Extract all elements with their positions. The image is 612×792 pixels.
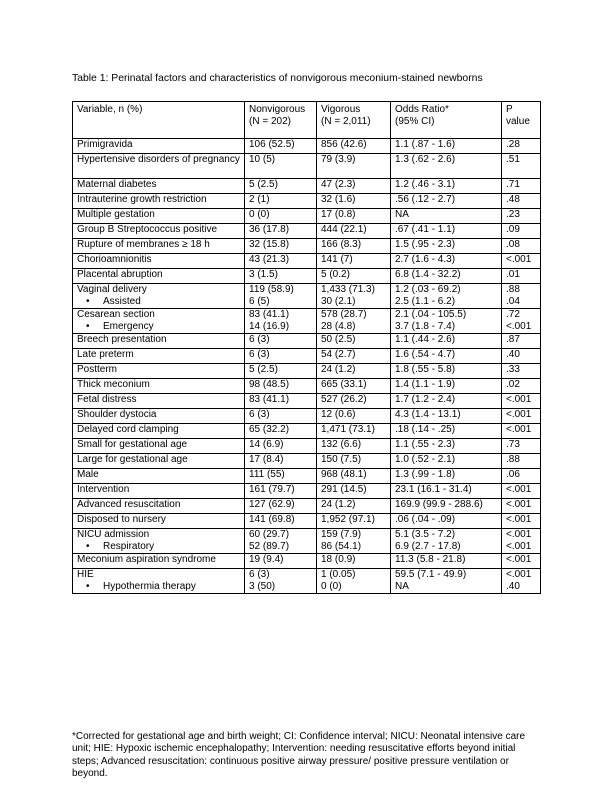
cell-variable: Vaginal delivery • Assisted [73, 284, 245, 309]
cell-nonvigorous: 2 (1) [245, 194, 317, 209]
cell-vigorous: 968 (48.1) [317, 469, 391, 484]
cell-nonvigorous: 106 (52.5) [245, 139, 317, 154]
table-row [73, 529, 541, 554]
cell-p: .23 [502, 209, 541, 224]
cell-odds-ratio: 4.3 (1.4 - 13.1) [391, 409, 502, 424]
cell-odds-ratio: .56 (.12 - 2.7) [391, 194, 502, 209]
table-row [73, 194, 541, 209]
table-row [73, 364, 541, 379]
cell-vigorous: 32 (1.6) [317, 194, 391, 209]
cell-nonvigorous: 161 (79.7) [245, 484, 317, 499]
cell-p: <.001 [502, 554, 541, 569]
cell-vigorous: 159 (7.9) 86 (54.1) [317, 529, 391, 554]
cell-nonvigorous: 6 (3) 3 (50) [245, 569, 317, 594]
cell-vigorous: 141 (7) [317, 254, 391, 269]
cell-nonvigorous: 111 (55) [245, 469, 317, 484]
cell-p: <.001 [502, 409, 541, 424]
cell-odds-ratio: 1.1 (.87 - 1.6) [391, 139, 502, 154]
table-row [73, 254, 541, 269]
cell-p: <.001 <.001 [502, 529, 541, 554]
bullet-icon: • [86, 541, 90, 552]
table-row [73, 349, 541, 364]
cell-variable: Breech presentation [73, 334, 245, 349]
table-row [73, 139, 541, 154]
cell-variable: Intrauterine growth restriction [73, 194, 245, 209]
cell-nonvigorous: 119 (58.9) 6 (5) [245, 284, 317, 309]
cell-nonvigorous: 83 (41.1) 14 (16.9) [245, 309, 317, 334]
bullet-icon: • [86, 581, 90, 592]
cell-nonvigorous: 83 (41.1) [245, 394, 317, 409]
cell-vigorous: 1,471 (73.1) [317, 424, 391, 439]
cell-vigorous: 54 (2.7) [317, 349, 391, 364]
cell-odds-ratio: 1.2 (.03 - 69.2) 2.5 (1.1 - 6.2) [391, 284, 502, 309]
cell-vigorous: 24 (1.2) [317, 364, 391, 379]
table-row [73, 514, 541, 529]
cell-nonvigorous: 65 (32.2) [245, 424, 317, 439]
sub-variable-label: Assisted [103, 296, 141, 307]
cell-odds-ratio: 2.1 (.04 - 105.5) 3.7 (1.8 - 7.4) [391, 309, 502, 334]
cell-nonvigorous: 141 (69.8) [245, 514, 317, 529]
cell-odds-ratio: 1.2 (.46 - 3.1) [391, 179, 502, 194]
cell-variable: Primigravida [73, 139, 245, 154]
cell-variable: Fetal distress [73, 394, 245, 409]
cell-vigorous: 444 (22.1) [317, 224, 391, 239]
cell-variable: Delayed cord clamping [73, 424, 245, 439]
cell-nonvigorous: 32 (15.8) [245, 239, 317, 254]
cell-variable: Male [73, 469, 245, 484]
cell-p: .87 [502, 334, 541, 349]
cell-vigorous: 1,433 (71.3) 30 (2.1) [317, 284, 391, 309]
cell-variable: Chorioamnionitis [73, 254, 245, 269]
table-row [73, 269, 541, 284]
table-body [73, 102, 541, 594]
cell-p: .51 [502, 154, 541, 179]
table-row [73, 484, 541, 499]
cell-odds-ratio: 23.1 (16.1 - 31.4) [391, 484, 502, 499]
cell-p: <.001 [502, 394, 541, 409]
cell-odds-ratio: 1.1 (.44 - 2.6) [391, 334, 502, 349]
cell-variable: Cesarean section • Emergency [73, 309, 245, 334]
cell-p: <.001 [502, 484, 541, 499]
cell-nonvigorous: 43 (21.3) [245, 254, 317, 269]
cell-variable: HIE • Hypothermia therapy [73, 569, 245, 594]
cell-vigorous: 856 (42.6) [317, 139, 391, 154]
cell-variable: Large for gestational age [73, 454, 245, 469]
table-row [73, 334, 541, 349]
cell-vigorous: 47 (2.3) [317, 179, 391, 194]
cell-vigorous: 665 (33.1) [317, 379, 391, 394]
cell-nonvigorous: 60 (29.7) 52 (89.7) [245, 529, 317, 554]
bullet-icon: • [86, 296, 90, 307]
cell-odds-ratio: 1.3 (.99 - 1.8) [391, 469, 502, 484]
cell-vigorous: 578 (28.7) 28 (4.8) [317, 309, 391, 334]
cell-vigorous: 18 (0.9) [317, 554, 391, 569]
cell-variable: Disposed to nursery [73, 514, 245, 529]
table-row [73, 424, 541, 439]
cell-variable: NICU admission • Respiratory [73, 529, 245, 554]
table-row [73, 239, 541, 254]
sub-variable-label: Emergency [103, 321, 154, 332]
cell-vigorous: 12 (0.6) [317, 409, 391, 424]
table-row [73, 439, 541, 454]
cell-variable: Postterm [73, 364, 245, 379]
cell-vigorous: 17 (0.8) [317, 209, 391, 224]
header-odds-ratio: Odds Ratio* (95% CI) [391, 102, 502, 139]
cell-p: .48 [502, 194, 541, 209]
cell-nonvigorous: 6 (3) [245, 334, 317, 349]
cell-variable: Rupture of membranes ≥ 18 h [73, 239, 245, 254]
cell-odds-ratio: 1.7 (1.2 - 2.4) [391, 394, 502, 409]
cell-nonvigorous: 5 (2.5) [245, 179, 317, 194]
table-row [73, 454, 541, 469]
cell-variable: Small for gestational age [73, 439, 245, 454]
cell-variable: Maternal diabetes [73, 179, 245, 194]
cell-odds-ratio: .18 (.14 - .25) [391, 424, 502, 439]
cell-p: .33 [502, 364, 541, 379]
cell-p: .40 [502, 349, 541, 364]
cell-p: .02 [502, 379, 541, 394]
cell-variable: Placental abruption [73, 269, 245, 284]
table-row [73, 409, 541, 424]
table-row [73, 224, 541, 239]
cell-vigorous: 166 (8.3) [317, 239, 391, 254]
cell-variable: Intervention [73, 484, 245, 499]
cell-p: <.001 .40 [502, 569, 541, 594]
cell-p: .01 [502, 269, 541, 284]
cell-odds-ratio: NA [391, 209, 502, 224]
cell-odds-ratio: 11.3 (5.8 - 21.8) [391, 554, 502, 569]
cell-p: .73 [502, 439, 541, 454]
cell-nonvigorous: 6 (3) [245, 349, 317, 364]
cell-odds-ratio: 1.5 (.95 - 2.3) [391, 239, 502, 254]
cell-vigorous: 1,952 (97.1) [317, 514, 391, 529]
table-title: Table 1: Perinatal factors and characteristics of nonvigorous meconium-stained newborns [72, 73, 483, 84]
cell-odds-ratio: 169.9 (99.9 - 288.6) [391, 499, 502, 514]
cell-vigorous: 291 (14.5) [317, 484, 391, 499]
table-row [73, 569, 541, 594]
header-p-value: P value [502, 102, 541, 139]
cell-p: <.001 [502, 499, 541, 514]
cell-nonvigorous: 19 (9.4) [245, 554, 317, 569]
header-nonvigorous: Nonvigorous (N = 202) [245, 102, 317, 139]
table-row [73, 499, 541, 514]
cell-vigorous: 527 (26.2) [317, 394, 391, 409]
cell-odds-ratio: 59.5 (7.1 - 49.9) NA [391, 569, 502, 594]
cell-p: <.001 [502, 424, 541, 439]
table-row [73, 154, 541, 179]
header-vigorous: Vigorous (N = 2,011) [317, 102, 391, 139]
table-row [73, 379, 541, 394]
cell-odds-ratio: 2.7 (1.6 - 4.3) [391, 254, 502, 269]
bullet-icon: • [86, 321, 90, 332]
cell-vigorous: 1 (0.05) 0 (0) [317, 569, 391, 594]
table-row [73, 209, 541, 224]
table-row [73, 469, 541, 484]
table-row [73, 179, 541, 194]
cell-p: .06 [502, 469, 541, 484]
cell-p: .88 .04 [502, 284, 541, 309]
cell-nonvigorous: 6 (3) [245, 409, 317, 424]
cell-vigorous: 24 (1.2) [317, 499, 391, 514]
cell-vigorous: 50 (2.5) [317, 334, 391, 349]
cell-vigorous: 5 (0.2) [317, 269, 391, 284]
cell-odds-ratio: 1.3 (.62 - 2.6) [391, 154, 502, 179]
cell-nonvigorous: 3 (1.5) [245, 269, 317, 284]
cell-p: .28 [502, 139, 541, 154]
cell-odds-ratio: 1.8 (.55 - 5.8) [391, 364, 502, 379]
header-variable: Variable, n (%) [73, 102, 245, 139]
cell-p: .71 [502, 179, 541, 194]
cell-variable: Group B Streptococcus positive [73, 224, 245, 239]
cell-odds-ratio: 1.6 (.54 - 4.7) [391, 349, 502, 364]
cell-variable: Meconium aspiration syndrome [73, 554, 245, 569]
cell-nonvigorous: 0 (0) [245, 209, 317, 224]
cell-variable: Advanced resuscitation [73, 499, 245, 514]
cell-nonvigorous: 127 (62.9) [245, 499, 317, 514]
table-header-row [73, 102, 541, 139]
cell-variable: Shoulder dystocia [73, 409, 245, 424]
cell-p: .08 [502, 239, 541, 254]
cell-odds-ratio: .67 (.41 - 1.1) [391, 224, 502, 239]
cell-vigorous: 79 (3.9) [317, 154, 391, 179]
cell-vigorous: 150 (7.5) [317, 454, 391, 469]
table-row [73, 394, 541, 409]
cell-odds-ratio: .06 (.04 - .09) [391, 514, 502, 529]
cell-nonvigorous: 36 (17.8) [245, 224, 317, 239]
cell-nonvigorous: 5 (2.5) [245, 364, 317, 379]
cell-odds-ratio: 1.4 (1.1 - 1.9) [391, 379, 502, 394]
cell-variable: Hypertensive disorders of pregnancy [73, 154, 245, 179]
cell-variable: Thick meconium [73, 379, 245, 394]
cell-nonvigorous: 14 (6.9) [245, 439, 317, 454]
cell-p: .72 <.001 [502, 309, 541, 334]
cell-p: <.001 [502, 514, 541, 529]
table-row [73, 284, 541, 309]
cell-odds-ratio: 1.0 (.52 - 2.1) [391, 454, 502, 469]
cell-odds-ratio: 6.8 (1.4 - 32.2) [391, 269, 502, 284]
cell-variable: Multiple gestation [73, 209, 245, 224]
cell-variable: Late preterm [73, 349, 245, 364]
perinatal-factors-table [72, 101, 541, 594]
cell-p: .88 [502, 454, 541, 469]
cell-vigorous: 132 (6.6) [317, 439, 391, 454]
cell-nonvigorous: 98 (48.5) [245, 379, 317, 394]
cell-odds-ratio: 1.1 (.55 - 2.3) [391, 439, 502, 454]
sub-variable-label: Respiratory [103, 541, 155, 552]
cell-nonvigorous: 10 (5) [245, 154, 317, 179]
cell-p: <.001 [502, 254, 541, 269]
table-row [73, 554, 541, 569]
cell-nonvigorous: 17 (8.4) [245, 454, 317, 469]
cell-odds-ratio: 5.1 (3.5 - 7.2) 6.9 (2.7 - 17.8) [391, 529, 502, 554]
table-row [73, 309, 541, 334]
table-footnote: *Corrected for gestational age and birth weight; CI: Confidence interval; NICU: Neonatal intensive care unit; HIE: Hypoxic ischemic encephalopathy; Intervention: needing resuscitative efforts beyond initial steps; Advanced resuscitation: continuous positive airway pressure/ positive pressure ventilation or beyond. [72, 731, 526, 780]
cell-p: .09 [502, 224, 541, 239]
sub-variable-label: Hypothermia therapy [103, 581, 196, 592]
